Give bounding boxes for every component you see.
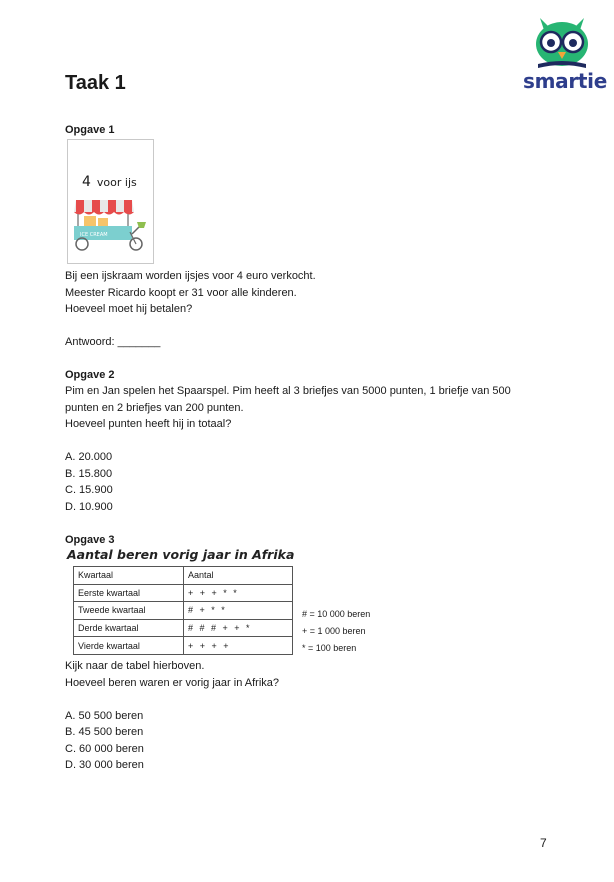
legend-star: * = 100 beren (302, 643, 357, 653)
ice-cream-card (67, 139, 154, 264)
opgave1-line-1: Bij een ijskraam worden ijsjes voor 4 euro verkocht. (65, 270, 316, 282)
table-cell-kwartaal: Eerste kwartaal (74, 584, 184, 602)
opgave3-line-2: Hoeveel beren waren er vorig jaar in Afrika? (65, 677, 280, 689)
table-cell-aantal: + + + * * (184, 584, 293, 602)
opgave1-heading: Opgave 1 (65, 124, 115, 136)
legend-plus: + = 1 000 beren (302, 626, 366, 636)
table-row (74, 637, 293, 655)
opgave3-line-1: Kijk naar de tabel hierboven. (65, 660, 205, 672)
table-cell-aantal: + + + + (184, 637, 293, 655)
opgave2-line-3: Hoeveel punten heeft hij in totaal? (65, 418, 232, 430)
opgave2-option-a: A. 20.000 (65, 451, 113, 463)
opgave2-option-d: D. 10.900 (65, 501, 113, 513)
opgave1-line-2: Meester Ricardo koopt er 31 voor alle kinderen. (65, 287, 297, 299)
opgave3-heading: Opgave 3 (65, 534, 115, 546)
beren-table (73, 566, 293, 655)
table-cell-aantal: # + * * (184, 602, 293, 620)
logo-wordmark: smartie (523, 69, 607, 93)
page-number: 7 (540, 836, 547, 850)
opgave2-option-c: C. 15.900 (65, 484, 113, 496)
table-title: Aantal beren vorig jaar in Afrika (67, 547, 295, 562)
opgave3-option-c: C. 60 000 beren (65, 743, 144, 755)
ice-cream-cart-icon (74, 196, 150, 252)
opgave1-line-3: Hoeveel moet hij betalen? (65, 303, 193, 315)
legend-hash: # = 10 000 beren (302, 609, 371, 619)
cart-sign-text: ICE CREAM (80, 232, 108, 238)
ice-cream-card-label (82, 174, 137, 190)
table-row (74, 619, 293, 637)
table-header: Aantal (184, 567, 293, 585)
opgave3-option-b: B. 45 500 beren (65, 726, 144, 738)
opgave3-option-d: D. 30 000 beren (65, 759, 144, 771)
page-title: Taak 1 (65, 72, 126, 94)
table-cell-aantal: # # # + + * (184, 619, 293, 637)
table-row (74, 602, 293, 620)
ice-cream-caption: voor ijs (96, 176, 137, 189)
table-header: Kwartaal (74, 567, 184, 585)
opgave2-line-1: Pim en Jan spelen het Spaarspel. Pim heeft al 3 briefjes van 5000 punten, 1 briefje van 500 (65, 385, 511, 397)
opgave2-heading: Opgave 2 (65, 369, 115, 381)
table-cell-kwartaal: Vierde kwartaal (74, 637, 184, 655)
table-cell-kwartaal: Derde kwartaal (74, 619, 184, 637)
opgave2-option-b: B. 15.800 (65, 468, 113, 480)
opgave3-option-a: A. 50 500 beren (65, 710, 144, 722)
table-header-row (74, 567, 293, 585)
opgave2-line-2: punten en 2 briefjes van 200 punten. (65, 402, 244, 414)
table-cell-kwartaal: Tweede kwartaal (74, 602, 184, 620)
table-row (74, 584, 293, 602)
ice-cream-price: 4 (82, 174, 91, 190)
opgave1-answer-field: Antwoord: _______ (65, 336, 161, 348)
